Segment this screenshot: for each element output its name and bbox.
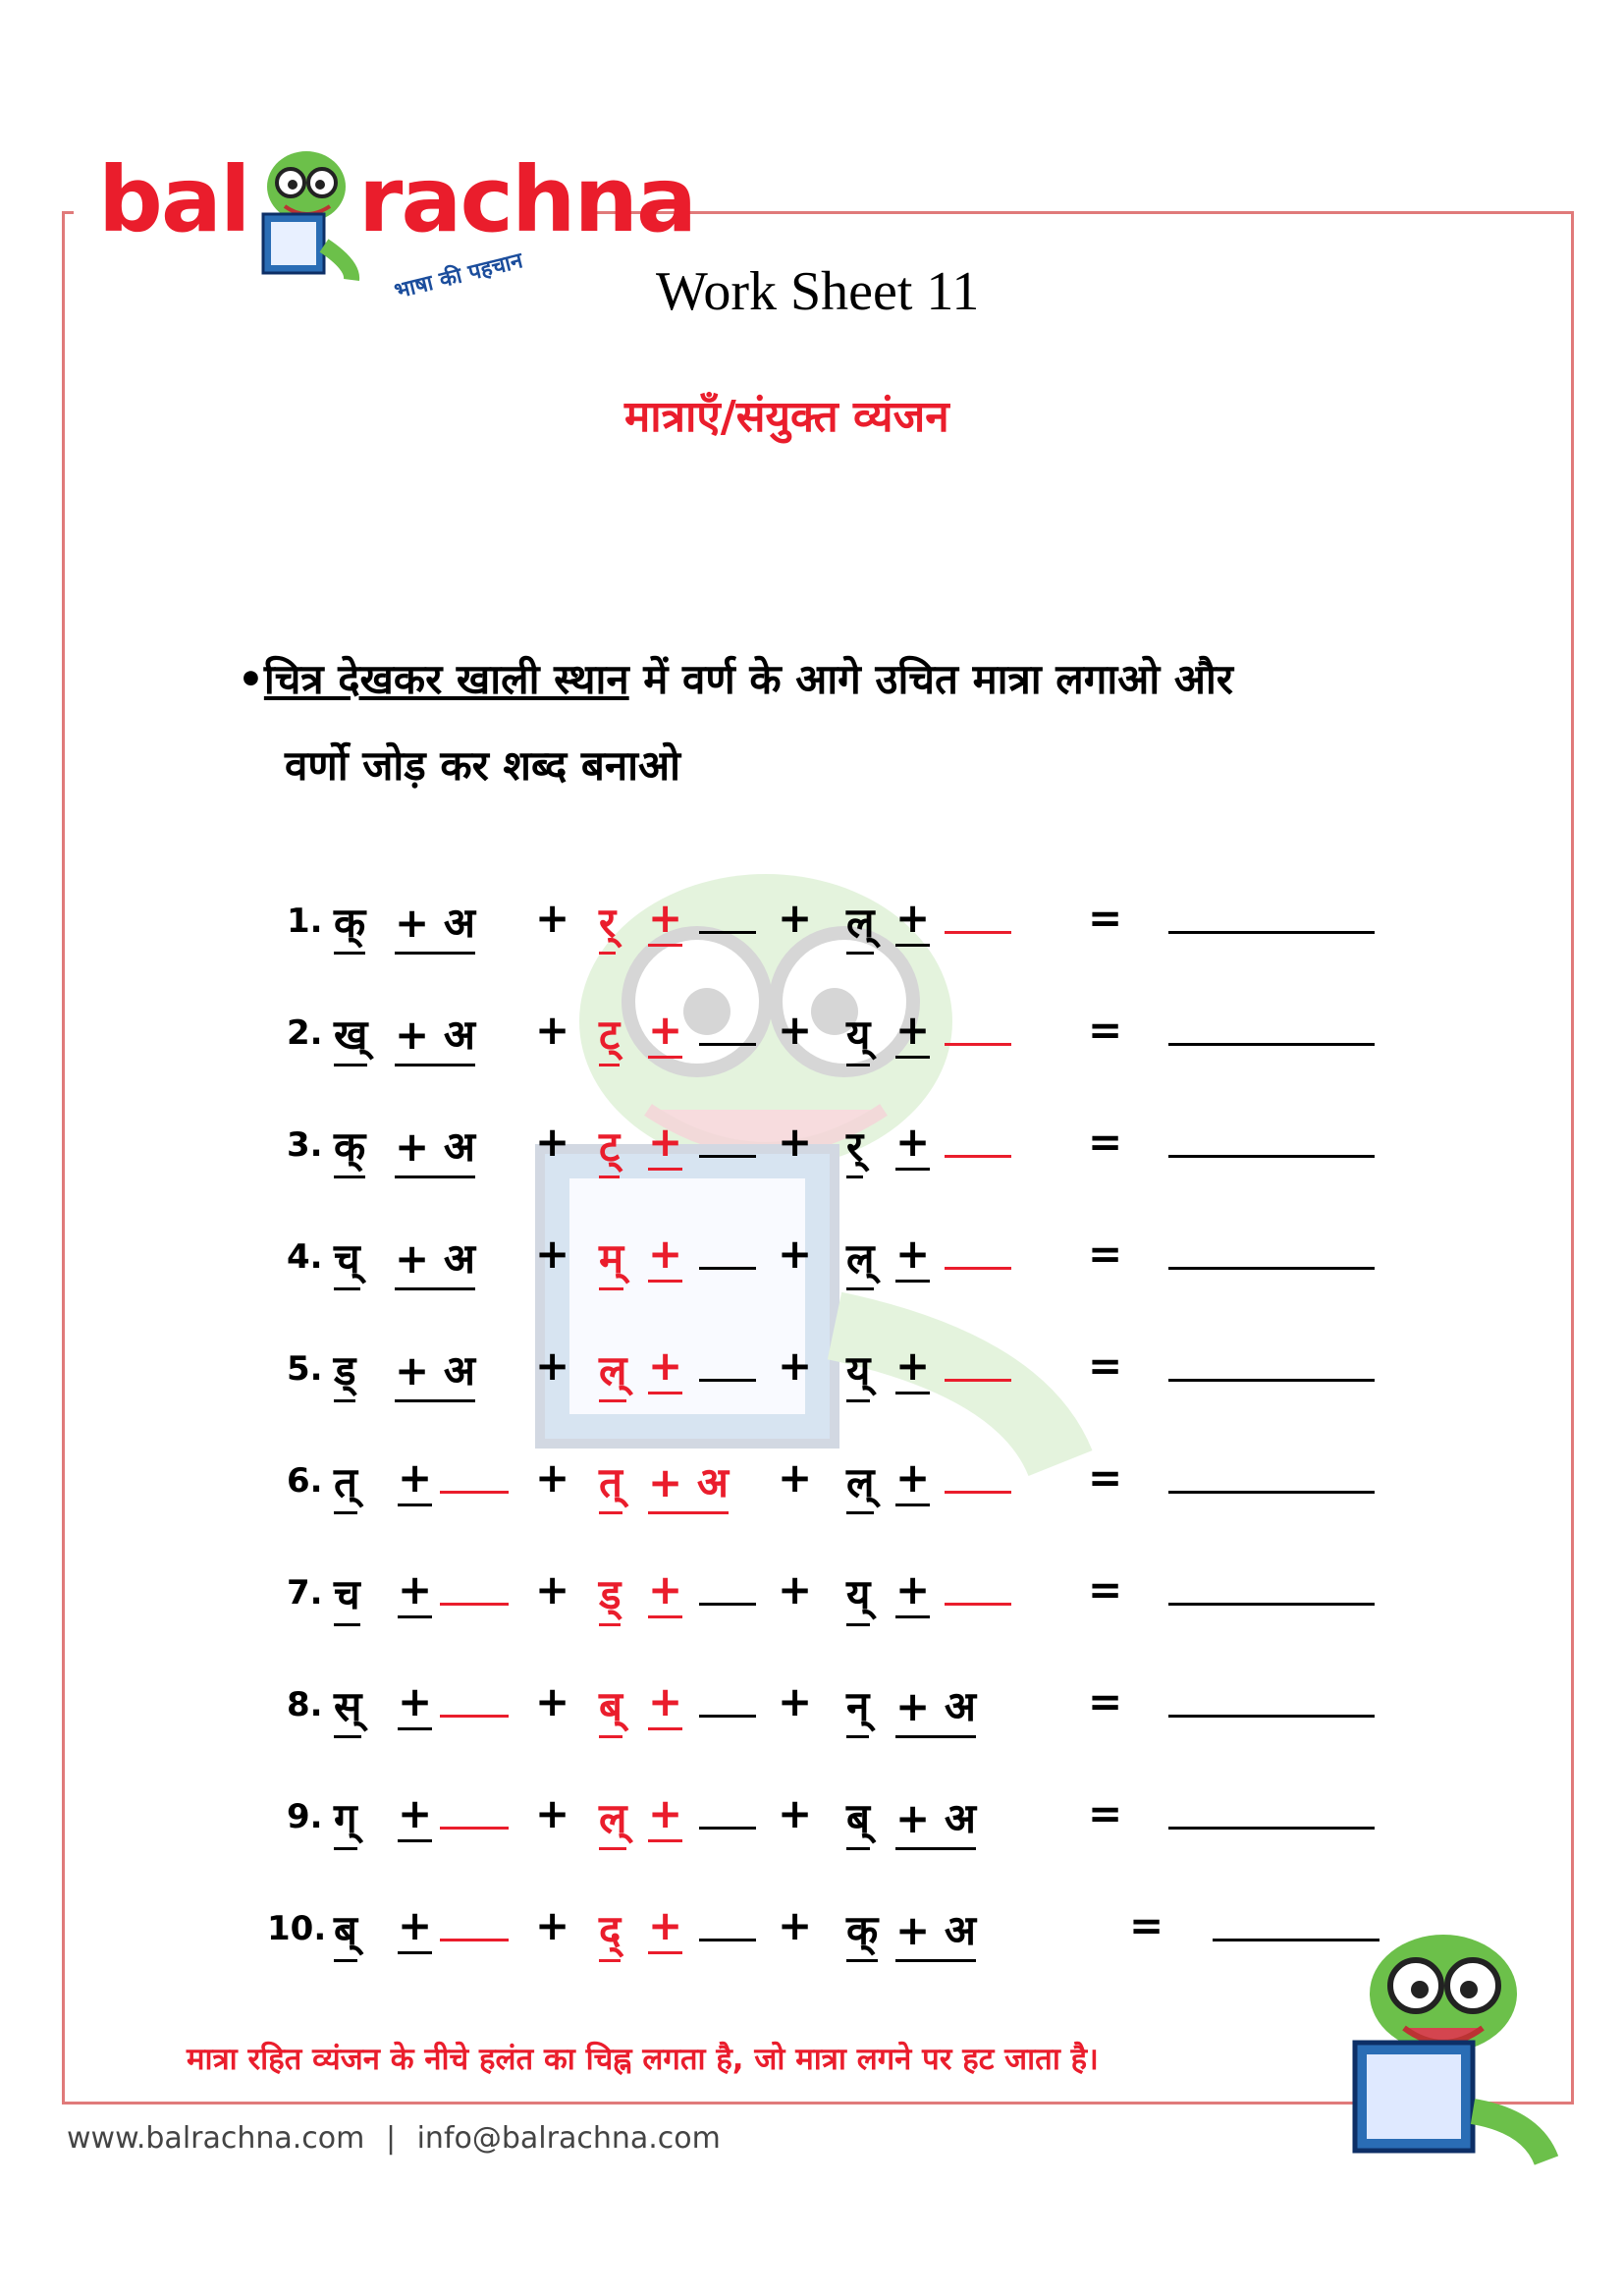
connector-1: + bbox=[398, 1565, 432, 1618]
row-number: 8. bbox=[287, 1685, 323, 1724]
footer-website[interactable]: www.balrachna.com bbox=[67, 2121, 365, 2156]
consonant-1: त् bbox=[334, 1453, 357, 1514]
row-number: 4. bbox=[287, 1237, 323, 1277]
plus-sign: + bbox=[778, 1565, 813, 1613]
halant-note: मात्रा रहित व्यंजन के नीचे हलंत का चिह्न लगता है, जो मात्रा लगने पर हट जाता है। bbox=[187, 2042, 1099, 2077]
connector-3: + bbox=[895, 1006, 930, 1059]
connector-2: + bbox=[648, 1565, 682, 1618]
plus-sign: + bbox=[778, 1453, 813, 1502]
instruction-line2: वर्णो जोड़ कर शब्द बनाओ bbox=[285, 741, 681, 790]
connector-2: + bbox=[648, 1230, 682, 1283]
consonant-1: क् bbox=[334, 894, 365, 955]
plus-sign: + bbox=[778, 1341, 813, 1390]
matra-blank-3[interactable] bbox=[945, 1491, 1011, 1494]
consonant-2: ड् bbox=[599, 1565, 621, 1626]
matra-blank-2[interactable] bbox=[699, 1827, 756, 1830]
answer-blank[interactable] bbox=[1168, 1603, 1375, 1606]
connector-3: + bbox=[895, 1230, 930, 1283]
instruction-underlined: चित्र देखकर खाली स्थान bbox=[263, 655, 629, 703]
plus-sign: + bbox=[535, 1341, 570, 1390]
consonant-3: क् bbox=[846, 1901, 878, 1962]
connector-3: + bbox=[895, 1565, 930, 1618]
plus-sign: + bbox=[535, 1677, 570, 1725]
connector-1: + अ bbox=[395, 1341, 475, 1402]
matra-blank-2[interactable] bbox=[699, 1939, 756, 1941]
consonant-3: र् bbox=[846, 1118, 863, 1178]
connector-3: + अ bbox=[895, 1677, 976, 1738]
matra-blank-3[interactable] bbox=[945, 1267, 1011, 1270]
exercise-row bbox=[0, 1453, 1623, 1522]
worksheet-title: Work Sheet 11 bbox=[656, 261, 980, 322]
plus-sign: + bbox=[535, 1901, 570, 1949]
plus-sign: + bbox=[535, 1118, 570, 1166]
matra-blank-2[interactable] bbox=[699, 1155, 756, 1158]
bullet: • bbox=[238, 655, 264, 703]
matra-blank-3[interactable] bbox=[945, 1155, 1011, 1158]
consonant-1: ख् bbox=[334, 1006, 367, 1066]
connector-1: + अ bbox=[395, 894, 475, 955]
matra-blank-1[interactable] bbox=[440, 1491, 509, 1494]
consonant-2: ब् bbox=[599, 1677, 622, 1738]
logo-mascot-icon bbox=[245, 137, 363, 285]
row-number: 3. bbox=[287, 1125, 323, 1165]
matra-blank-2[interactable] bbox=[699, 1715, 756, 1718]
answer-blank[interactable] bbox=[1168, 1043, 1375, 1046]
consonant-1: स् bbox=[334, 1677, 361, 1738]
worksheet-subtitle: मात्राएँ/संयुक्त व्यंजन bbox=[624, 392, 949, 442]
consonant-3: ल् bbox=[846, 1230, 874, 1290]
consonant-3: न् bbox=[846, 1677, 869, 1738]
matra-blank-3[interactable] bbox=[945, 1043, 1011, 1046]
equals-sign: = bbox=[1088, 1118, 1123, 1166]
matra-blank-3[interactable] bbox=[945, 931, 1011, 934]
consonant-3: य् bbox=[846, 1006, 870, 1066]
connector-1: + अ bbox=[395, 1230, 475, 1290]
footer-separator: | bbox=[385, 2121, 397, 2156]
exercise-row bbox=[0, 1230, 1623, 1298]
connector-3: + bbox=[895, 894, 930, 947]
matra-blank-2[interactable] bbox=[699, 1379, 756, 1382]
consonant-1: च bbox=[334, 1565, 360, 1626]
matra-blank-2[interactable] bbox=[699, 1043, 756, 1046]
row-number: 5. bbox=[287, 1349, 323, 1389]
consonant-3: ब् bbox=[846, 1789, 870, 1850]
answer-blank[interactable] bbox=[1168, 1155, 1375, 1158]
answer-blank[interactable] bbox=[1168, 1491, 1375, 1494]
connector-1: + bbox=[398, 1453, 432, 1506]
connector-2: + bbox=[648, 1677, 682, 1730]
exercise-row bbox=[0, 1118, 1623, 1186]
consonant-2: त् bbox=[599, 1453, 622, 1514]
equals-sign: = bbox=[1088, 894, 1123, 942]
exercise-row bbox=[0, 1789, 1623, 1858]
matra-blank-2[interactable] bbox=[699, 931, 756, 934]
answer-blank[interactable] bbox=[1168, 1379, 1375, 1382]
exercise-row bbox=[0, 1341, 1623, 1410]
matra-blank-1[interactable] bbox=[440, 1715, 509, 1718]
consonant-3: ल् bbox=[846, 894, 874, 955]
connector-2: + bbox=[648, 1341, 682, 1394]
matra-blank-2[interactable] bbox=[699, 1267, 756, 1270]
row-number: 10. bbox=[267, 1909, 327, 1948]
logo-tagline: भाषा की पहचान bbox=[392, 248, 525, 304]
instruction-line1-rest: में वर्ण के आगे उचित मात्रा लगाओ और bbox=[628, 655, 1233, 703]
consonant-2: ट् bbox=[599, 1118, 620, 1178]
plus-sign: + bbox=[535, 1006, 570, 1054]
connector-3: + अ bbox=[895, 1789, 976, 1850]
row-number: 9. bbox=[287, 1797, 323, 1836]
matra-blank-3[interactable] bbox=[945, 1603, 1011, 1606]
equals-sign: = bbox=[1088, 1230, 1123, 1278]
equals-sign: = bbox=[1129, 1901, 1164, 1949]
connector-3: + अ bbox=[895, 1901, 976, 1962]
exercise-row bbox=[0, 1006, 1623, 1074]
equals-sign: = bbox=[1088, 1677, 1123, 1725]
connector-2: + bbox=[648, 1901, 682, 1954]
consonant-1: ग् bbox=[334, 1789, 357, 1850]
consonant-2: म् bbox=[599, 1230, 623, 1290]
answer-blank[interactable] bbox=[1168, 1267, 1375, 1270]
connector-2: + bbox=[648, 1789, 682, 1842]
consonant-3: य् bbox=[846, 1341, 870, 1402]
connector-1: + अ bbox=[395, 1118, 475, 1178]
connector-2: + bbox=[648, 1006, 682, 1059]
consonant-1: ब् bbox=[334, 1901, 357, 1962]
plus-sign: + bbox=[778, 894, 813, 942]
consonant-1: च् bbox=[334, 1230, 360, 1290]
consonant-1: क् bbox=[334, 1118, 365, 1178]
equals-sign: = bbox=[1088, 1341, 1123, 1390]
exercise-row bbox=[0, 1677, 1623, 1746]
plus-sign: + bbox=[778, 1118, 813, 1166]
connector-3: + bbox=[895, 1453, 930, 1506]
equals-sign: = bbox=[1088, 1565, 1123, 1613]
matra-blank-1[interactable] bbox=[440, 1603, 509, 1606]
row-number: 1. bbox=[287, 902, 323, 941]
consonant-3: ल् bbox=[846, 1453, 874, 1514]
plus-sign: + bbox=[778, 1230, 813, 1278]
plus-sign: + bbox=[535, 1789, 570, 1837]
plus-sign: + bbox=[535, 1453, 570, 1502]
exercise-row bbox=[0, 894, 1623, 962]
answer-blank[interactable] bbox=[1168, 1827, 1375, 1830]
connector-2: + अ bbox=[648, 1453, 729, 1514]
matra-blank-2[interactable] bbox=[699, 1603, 756, 1606]
row-number: 7. bbox=[287, 1573, 323, 1613]
plus-sign: + bbox=[535, 1230, 570, 1278]
connector-1: + bbox=[398, 1901, 432, 1954]
plus-sign: + bbox=[778, 1901, 813, 1949]
matra-blank-1[interactable] bbox=[440, 1939, 509, 1941]
connector-1: + bbox=[398, 1789, 432, 1842]
plus-sign: + bbox=[535, 894, 570, 942]
equals-sign: = bbox=[1088, 1789, 1123, 1837]
connector-3: + bbox=[895, 1118, 930, 1171]
plus-sign: + bbox=[778, 1789, 813, 1837]
equals-sign: = bbox=[1088, 1006, 1123, 1054]
consonant-2: द् bbox=[599, 1901, 621, 1962]
answer-blank[interactable] bbox=[1168, 931, 1375, 934]
plus-sign: + bbox=[535, 1565, 570, 1613]
consonant-2: र् bbox=[599, 894, 616, 955]
plus-sign: + bbox=[778, 1677, 813, 1725]
instruction bbox=[238, 636, 1396, 809]
consonant-2: ल् bbox=[599, 1341, 626, 1402]
equals-sign: = bbox=[1088, 1453, 1123, 1502]
row-number: 6. bbox=[287, 1461, 323, 1501]
connector-1: + bbox=[398, 1677, 432, 1730]
logo-word-left: bal bbox=[98, 147, 249, 252]
consonant-3: य् bbox=[846, 1565, 870, 1626]
plus-sign: + bbox=[778, 1006, 813, 1054]
exercise-row bbox=[0, 1565, 1623, 1634]
matra-blank-3[interactable] bbox=[945, 1379, 1011, 1382]
connector-2: + bbox=[648, 1118, 682, 1171]
connector-3: + bbox=[895, 1341, 930, 1394]
matra-blank-1[interactable] bbox=[440, 1827, 509, 1830]
footer bbox=[67, 2121, 721, 2156]
row-number: 2. bbox=[287, 1013, 323, 1053]
connector-1: + अ bbox=[395, 1006, 475, 1066]
logo-word-right: rachna bbox=[358, 147, 696, 252]
consonant-2: ल् bbox=[599, 1789, 626, 1850]
answer-blank[interactable] bbox=[1168, 1715, 1375, 1718]
consonant-1: ड् bbox=[334, 1341, 355, 1402]
connector-2: + bbox=[648, 894, 682, 947]
balrachna-logo bbox=[98, 137, 696, 324]
footer-email[interactable]: info@balrachna.com bbox=[416, 2121, 721, 2156]
mascot-reading-icon bbox=[1335, 1925, 1561, 2170]
consonant-2: ट् bbox=[599, 1006, 620, 1066]
